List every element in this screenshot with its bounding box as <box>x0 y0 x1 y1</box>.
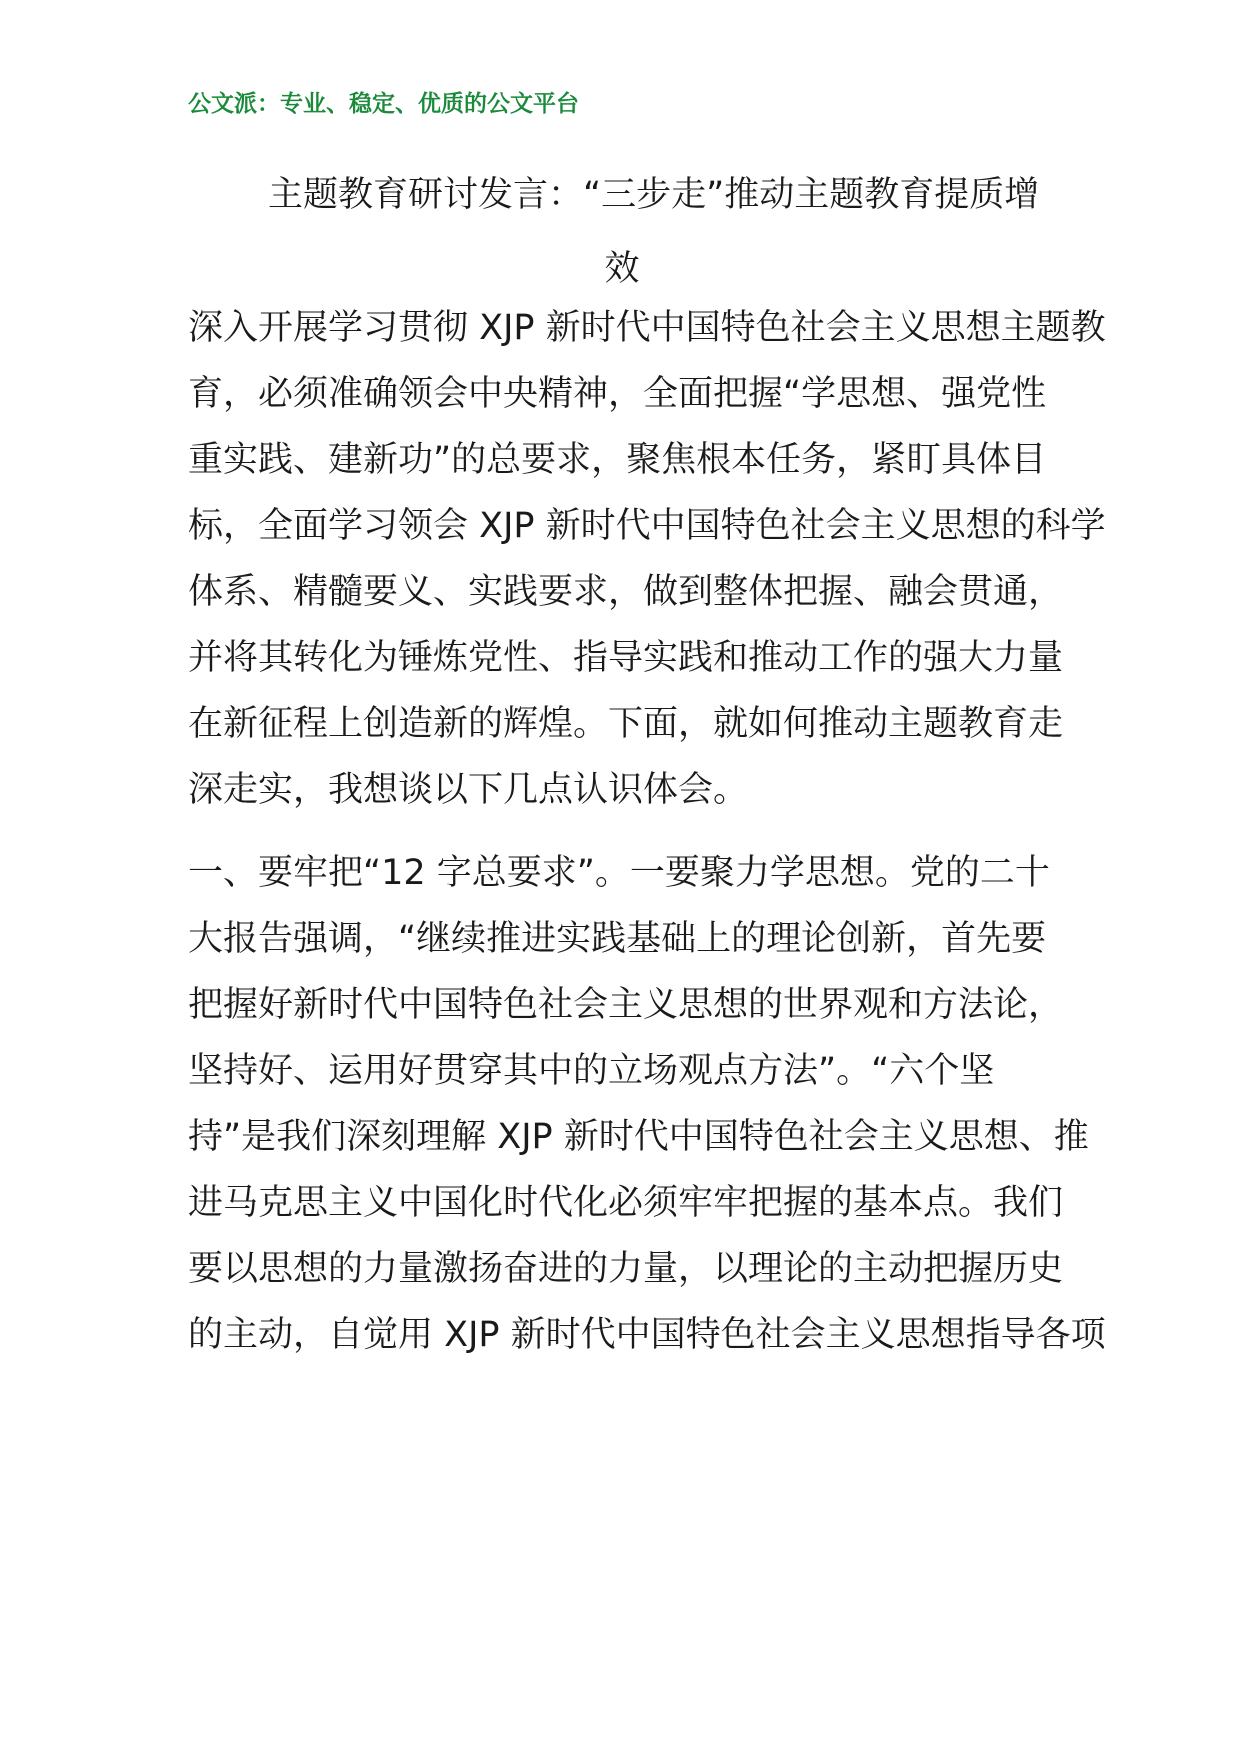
paragraph-line: 育，必须准确领会中央精神，全面把握“学思想、强党性 <box>188 374 1047 414</box>
paragraph-line: 重实践、建新功”的总要求，聚焦根本任务，紧盯具体目 <box>188 440 1047 480</box>
paragraph-line: 持”是我们深刻理解 XJP 新时代中国特色社会主义思想、推 <box>188 1117 1089 1157</box>
paragraph-line: 大报告强调，“继续推进实践基础上的理论创新，首先要 <box>188 919 1047 959</box>
paragraph-line: 体系、精髓要义、实践要求，做到整体把握、融会贯通， <box>188 572 1064 612</box>
paragraph-line: 标，全面学习领会 XJP 新时代中国特色社会主义思想的科学 <box>188 506 1106 546</box>
paragraph-line: 把握好新时代中国特色社会主义思想的世界观和方法论， <box>188 985 1064 1025</box>
header-banner: 公文派：专业、稳定、优质的公文平台 <box>188 91 579 117</box>
paragraph-line: 一、要牢把“12 字总要求”。一要聚力学思想。党的二十 <box>188 853 1050 893</box>
paragraph-line: 要以思想的力量激扬奋进的力量，以理论的主动把握历史 <box>188 1249 1064 1289</box>
paragraph-line: 的主动，自觉用 XJP 新时代中国特色社会主义思想指导各项 <box>188 1315 1106 1355</box>
paragraph-line: 进马克思主义中国化时代化必须牢牢把握的基本点。我们 <box>188 1183 1064 1223</box>
paragraph-line: 深入开展学习贯彻 XJP 新时代中国特色社会主义思想主题教 <box>188 308 1106 348</box>
document-title-line-2: 效 <box>604 249 640 289</box>
paragraph-line: 并将其转化为锤炼党性、指导实践和推动工作的强大力量 <box>188 638 1064 678</box>
document-title-line-1: 主题教育研讨发言：“三步走”推动主题教育提质增 <box>268 175 1040 215</box>
paragraph-line: 深走实，我想谈以下几点认识体会。 <box>188 770 749 810</box>
paragraph-line: 在新征程上创造新的辉煌。下面，就如何推动主题教育走 <box>188 704 1064 744</box>
paragraph-line: 坚持好、运用好贯穿其中的立场观点方法”。“六个坚 <box>188 1051 995 1091</box>
